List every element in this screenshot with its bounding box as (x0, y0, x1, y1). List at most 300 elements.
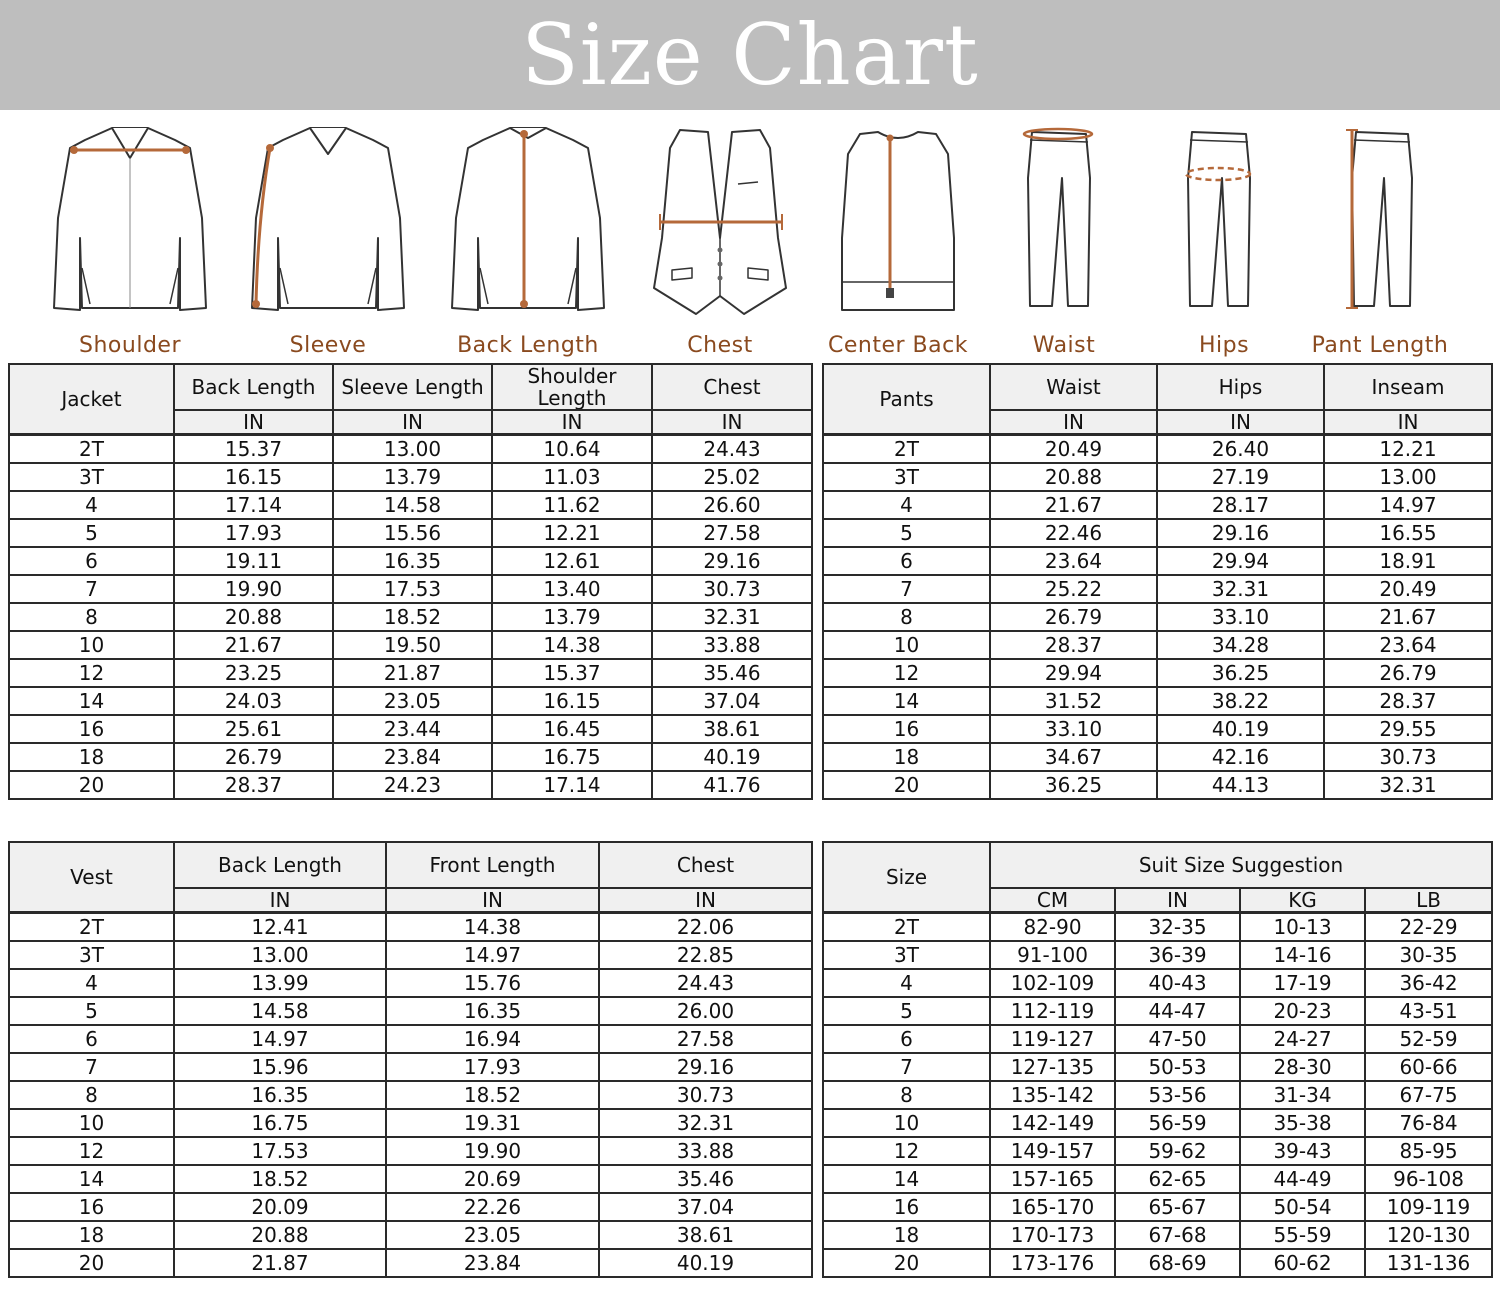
suggestion-unit-lb: LB (1365, 888, 1492, 913)
value-cell: 53-56 (1115, 1081, 1240, 1109)
value-cell: 170-173 (990, 1221, 1115, 1249)
value-cell: 34.67 (990, 743, 1157, 771)
value-cell: 14.58 (174, 997, 386, 1025)
value-cell: 32.31 (1324, 771, 1492, 799)
value-cell: 165-170 (990, 1193, 1115, 1221)
table-row (823, 547, 1492, 575)
value-cell: 32.31 (652, 603, 812, 631)
value-cell: 14.58 (333, 491, 492, 519)
value-cell: 21.67 (174, 631, 333, 659)
value-cell: 12.61 (492, 547, 652, 575)
value-cell: 16.35 (174, 1081, 386, 1109)
value-cell: 15.37 (492, 659, 652, 687)
value-cell: 25.61 (174, 715, 333, 743)
value-cell: 17.53 (174, 1137, 386, 1165)
table-row (9, 941, 812, 969)
value-cell: 13.99 (174, 969, 386, 997)
value-cell: 20.88 (174, 603, 333, 631)
value-cell: 18.52 (174, 1165, 386, 1193)
table-row (823, 997, 1492, 1025)
size-cell: 8 (823, 603, 990, 631)
value-cell: 28.37 (174, 771, 333, 799)
value-cell: 38.61 (652, 715, 812, 743)
value-cell: 25.22 (990, 575, 1157, 603)
value-cell: 17.93 (174, 519, 333, 547)
value-cell: 26.79 (1324, 659, 1492, 687)
value-cell: 20.88 (990, 463, 1157, 491)
size-cell: 4 (823, 491, 990, 519)
size-cell: 8 (823, 1081, 990, 1109)
value-cell: 91-100 (990, 941, 1115, 969)
value-cell: 12.21 (1324, 435, 1492, 464)
value-cell: 16.35 (333, 547, 492, 575)
value-cell: 11.03 (492, 463, 652, 491)
table-row (9, 1249, 812, 1277)
value-cell: 17-19 (1240, 969, 1365, 997)
jacket-header-chest: Chest (652, 364, 812, 410)
value-cell: 17.14 (492, 771, 652, 799)
size-cell: 14 (9, 687, 174, 715)
size-cell: 7 (823, 1053, 990, 1081)
vest-table (8, 841, 813, 1278)
value-cell: 32.31 (1157, 575, 1324, 603)
value-cell: 10-13 (1240, 913, 1365, 942)
table-row (823, 1165, 1492, 1193)
size-cell: 4 (9, 969, 174, 997)
value-cell: 28.37 (990, 631, 1157, 659)
value-cell: 22-29 (1365, 913, 1492, 942)
value-cell: 27.19 (1157, 463, 1324, 491)
jacket-unit: IN (492, 410, 652, 435)
value-cell: 47-50 (1115, 1025, 1240, 1053)
value-cell: 19.31 (386, 1109, 599, 1137)
pants-unit: IN (1157, 410, 1324, 435)
value-cell: 13.79 (492, 603, 652, 631)
size-cell: 16 (823, 715, 990, 743)
jacket-unit: IN (652, 410, 812, 435)
value-cell: 19.50 (333, 631, 492, 659)
value-cell: 67-68 (1115, 1221, 1240, 1249)
table-row (823, 575, 1492, 603)
value-cell: 19.11 (174, 547, 333, 575)
table-row (9, 603, 812, 631)
size-cell: 12 (9, 1137, 174, 1165)
table-row (9, 1165, 812, 1193)
value-cell: 38.22 (1157, 687, 1324, 715)
size-cell: 2T (9, 913, 174, 942)
value-cell: 52-59 (1365, 1025, 1492, 1053)
value-cell: 15.76 (386, 969, 599, 997)
value-cell: 23.64 (990, 547, 1157, 575)
value-cell: 40-43 (1115, 969, 1240, 997)
value-cell: 21.67 (1324, 603, 1492, 631)
value-cell: 23.44 (333, 715, 492, 743)
value-cell: 24.43 (652, 435, 812, 464)
table-row (823, 603, 1492, 631)
jacket-table (8, 363, 813, 800)
value-cell: 96-108 (1365, 1165, 1492, 1193)
value-cell: 39-43 (1240, 1137, 1365, 1165)
suit-size-table (822, 841, 1493, 1278)
value-cell: 173-176 (990, 1249, 1115, 1277)
jacket-header-back-length: Back Length (174, 364, 333, 410)
table-row (9, 491, 812, 519)
value-cell: 67-75 (1365, 1081, 1492, 1109)
value-cell: 22.06 (599, 913, 812, 942)
pants-unit: IN (1324, 410, 1492, 435)
value-cell: 40.19 (599, 1249, 812, 1277)
figure-label-shoulder: Shoulder (79, 333, 181, 358)
value-cell: 35-38 (1240, 1109, 1365, 1137)
table-row (9, 1053, 812, 1081)
value-cell: 24.43 (599, 969, 812, 997)
figure-label-center-back: Center Back (828, 333, 968, 358)
value-cell: 44.13 (1157, 771, 1324, 799)
value-cell: 149-157 (990, 1137, 1115, 1165)
value-cell: 109-119 (1365, 1193, 1492, 1221)
jacket-unit: IN (333, 410, 492, 435)
table-row (9, 771, 812, 799)
table-row (823, 913, 1492, 942)
value-cell: 56-59 (1115, 1109, 1240, 1137)
value-cell: 18.52 (386, 1081, 599, 1109)
value-cell: 26.60 (652, 491, 812, 519)
size-cell: 10 (9, 631, 174, 659)
figure-label-pant-length: Pant Length (1311, 333, 1449, 358)
value-cell: 16.75 (174, 1109, 386, 1137)
size-cell: 12 (823, 659, 990, 687)
value-cell: 23.84 (333, 743, 492, 771)
size-cell: 14 (823, 687, 990, 715)
value-cell: 76-84 (1365, 1109, 1492, 1137)
value-cell: 65-67 (1115, 1193, 1240, 1221)
table-row (9, 743, 812, 771)
table-row (9, 1025, 812, 1053)
value-cell: 13.00 (1324, 463, 1492, 491)
jacket-back-length-icon (428, 118, 628, 323)
suggestion-unit-kg: KG (1240, 888, 1365, 913)
size-cell: 10 (9, 1109, 174, 1137)
value-cell: 26.40 (1157, 435, 1324, 464)
value-cell: 26.79 (990, 603, 1157, 631)
vest-unit: IN (386, 888, 599, 913)
value-cell: 40.19 (1157, 715, 1324, 743)
value-cell: 14.38 (492, 631, 652, 659)
value-cell: 13.40 (492, 575, 652, 603)
table-row (9, 997, 812, 1025)
size-cell: 6 (823, 1025, 990, 1053)
value-cell: 16.45 (492, 715, 652, 743)
size-cell: 3T (823, 463, 990, 491)
vest-unit: IN (599, 888, 812, 913)
size-cell: 2T (823, 435, 990, 464)
value-cell: 35.46 (599, 1165, 812, 1193)
value-cell: 23.05 (386, 1221, 599, 1249)
size-cell: 5 (823, 997, 990, 1025)
pants-header-waist: Waist (990, 364, 1157, 410)
size-cell: 7 (9, 1053, 174, 1081)
value-cell: 30-35 (1365, 941, 1492, 969)
vest-chest-icon (620, 118, 820, 323)
value-cell: 15.96 (174, 1053, 386, 1081)
value-cell: 29.16 (599, 1053, 812, 1081)
table-row (823, 659, 1492, 687)
value-cell: 42.16 (1157, 743, 1324, 771)
value-cell: 13.00 (174, 941, 386, 969)
value-cell: 30.73 (1324, 743, 1492, 771)
value-cell: 16.15 (492, 687, 652, 715)
value-cell: 16.94 (386, 1025, 599, 1053)
size-cell: 18 (823, 743, 990, 771)
table-row (9, 1193, 812, 1221)
value-cell: 37.04 (599, 1193, 812, 1221)
size-cell: 14 (9, 1165, 174, 1193)
jacket-shoulder-icon (30, 118, 230, 323)
value-cell: 29.16 (652, 547, 812, 575)
jacket-header-sleeve-length: Sleeve Length (333, 364, 492, 410)
size-cell: 18 (9, 1221, 174, 1249)
jacket-sleeve-icon (228, 118, 428, 323)
value-cell: 18.52 (333, 603, 492, 631)
size-cell: 16 (9, 1193, 174, 1221)
table-row (9, 913, 812, 942)
table-row (823, 687, 1492, 715)
value-cell: 13.79 (333, 463, 492, 491)
pants-header-inseam: Inseam (1324, 364, 1492, 410)
value-cell: 21.67 (990, 491, 1157, 519)
value-cell: 41.76 (652, 771, 812, 799)
value-cell: 28.17 (1157, 491, 1324, 519)
page-title: Size Chart (521, 6, 979, 104)
size-cell: 7 (9, 575, 174, 603)
value-cell: 14.97 (386, 941, 599, 969)
value-cell: 60-66 (1365, 1053, 1492, 1081)
table-row (9, 715, 812, 743)
pants-table (822, 363, 1493, 800)
size-cell: 20 (823, 1249, 990, 1277)
size-cell: 20 (9, 1249, 174, 1277)
value-cell: 44-47 (1115, 997, 1240, 1025)
title-band (0, 0, 1500, 110)
size-cell: 12 (823, 1137, 990, 1165)
figure-back-length (428, 118, 628, 360)
value-cell: 55-59 (1240, 1221, 1365, 1249)
table-row (823, 969, 1492, 997)
table-row (9, 1221, 812, 1249)
pants-length-icon (1280, 118, 1480, 323)
table-row (823, 715, 1492, 743)
suggestion-unit-cm: CM (990, 888, 1115, 913)
value-cell: 31.52 (990, 687, 1157, 715)
value-cell: 85-95 (1365, 1137, 1492, 1165)
value-cell: 14.97 (174, 1025, 386, 1053)
value-cell: 119-127 (990, 1025, 1115, 1053)
figure-label-back-length: Back Length (457, 333, 599, 358)
value-cell: 127-135 (990, 1053, 1115, 1081)
table-row (823, 941, 1492, 969)
value-cell: 18.91 (1324, 547, 1492, 575)
table-row (9, 659, 812, 687)
size-cell: 5 (9, 519, 174, 547)
table-row (823, 491, 1492, 519)
table-row (9, 1109, 812, 1137)
table-row (823, 771, 1492, 799)
value-cell: 20-23 (1240, 997, 1365, 1025)
size-cell: 20 (823, 771, 990, 799)
size-cell: 5 (823, 519, 990, 547)
size-cell: 4 (9, 491, 174, 519)
value-cell: 68-69 (1115, 1249, 1240, 1277)
size-cell: 18 (823, 1221, 990, 1249)
table-row (9, 687, 812, 715)
value-cell: 30.73 (652, 575, 812, 603)
table-row (9, 575, 812, 603)
value-cell: 29.94 (990, 659, 1157, 687)
size-cell: 16 (9, 715, 174, 743)
value-cell: 20.49 (1324, 575, 1492, 603)
value-cell: 22.85 (599, 941, 812, 969)
value-cell: 16.55 (1324, 519, 1492, 547)
value-cell: 15.37 (174, 435, 333, 464)
value-cell: 15.56 (333, 519, 492, 547)
value-cell: 12.21 (492, 519, 652, 547)
value-cell: 23.84 (386, 1249, 599, 1277)
value-cell: 142-149 (990, 1109, 1115, 1137)
value-cell: 14-16 (1240, 941, 1365, 969)
value-cell: 34.28 (1157, 631, 1324, 659)
size-cell: 3T (9, 463, 174, 491)
value-cell: 27.58 (599, 1025, 812, 1053)
value-cell: 26.00 (599, 997, 812, 1025)
size-cell: 7 (823, 575, 990, 603)
value-cell: 20.09 (174, 1193, 386, 1221)
size-cell: 2T (823, 913, 990, 942)
value-cell: 36-39 (1115, 941, 1240, 969)
figure-label-sleeve: Sleeve (289, 333, 367, 358)
table-row (823, 435, 1492, 464)
value-cell: 16.75 (492, 743, 652, 771)
value-cell: 24-27 (1240, 1025, 1365, 1053)
size-cell: 10 (823, 631, 990, 659)
vest-header-chest: Chest (599, 842, 812, 888)
value-cell: 44-49 (1240, 1165, 1365, 1193)
value-cell: 16.35 (386, 997, 599, 1025)
size-cell: 6 (9, 547, 174, 575)
value-cell: 112-119 (990, 997, 1115, 1025)
value-cell: 135-142 (990, 1081, 1115, 1109)
value-cell: 50-53 (1115, 1053, 1240, 1081)
value-cell: 17.93 (386, 1053, 599, 1081)
table-row (9, 547, 812, 575)
value-cell: 25.02 (652, 463, 812, 491)
figure-label-hips: Hips (1198, 333, 1250, 358)
table-row (823, 1109, 1492, 1137)
size-cell: 12 (9, 659, 174, 687)
value-cell: 31-34 (1240, 1081, 1365, 1109)
value-cell: 29.94 (1157, 547, 1324, 575)
value-cell: 62-65 (1115, 1165, 1240, 1193)
value-cell: 33.88 (599, 1137, 812, 1165)
size-cell: 14 (823, 1165, 990, 1193)
value-cell: 32.31 (599, 1109, 812, 1137)
value-cell: 40.19 (652, 743, 812, 771)
value-cell: 36-42 (1365, 969, 1492, 997)
table-row (823, 1137, 1492, 1165)
figure-shoulder (30, 118, 230, 360)
value-cell: 14.97 (1324, 491, 1492, 519)
value-cell: 26.79 (174, 743, 333, 771)
value-cell: 12.41 (174, 913, 386, 942)
jacket-header-shoulder-length: Shoulder Length (492, 364, 652, 410)
pants-header-hips: Hips (1157, 364, 1324, 410)
value-cell: 102-109 (990, 969, 1115, 997)
size-cell: 18 (9, 743, 174, 771)
table-row (9, 463, 812, 491)
value-cell: 10.64 (492, 435, 652, 464)
value-cell: 19.90 (174, 575, 333, 603)
value-cell: 11.62 (492, 491, 652, 519)
value-cell: 32-35 (1115, 913, 1240, 942)
table-row (823, 743, 1492, 771)
table-row (823, 463, 1492, 491)
value-cell: 17.53 (333, 575, 492, 603)
table-row (823, 519, 1492, 547)
value-cell: 22.46 (990, 519, 1157, 547)
table-row (9, 631, 812, 659)
size-cell: 10 (823, 1109, 990, 1137)
value-cell: 23.05 (333, 687, 492, 715)
value-cell: 19.90 (386, 1137, 599, 1165)
value-cell: 22.26 (386, 1193, 599, 1221)
table-row (9, 1081, 812, 1109)
jacket-corner: Jacket (9, 364, 174, 435)
size-cell: 3T (823, 941, 990, 969)
value-cell: 33.10 (990, 715, 1157, 743)
suggestion-unit-in: IN (1115, 888, 1240, 913)
value-cell: 20.49 (990, 435, 1157, 464)
value-cell: 23.64 (1324, 631, 1492, 659)
suggestion-header: Suit Size Suggestion (990, 842, 1492, 888)
size-cell: 3T (9, 941, 174, 969)
size-cell: 16 (823, 1193, 990, 1221)
value-cell: 50-54 (1240, 1193, 1365, 1221)
size-cell: 2T (9, 435, 174, 464)
value-cell: 157-165 (990, 1165, 1115, 1193)
value-cell: 24.23 (333, 771, 492, 799)
table-row (823, 1249, 1492, 1277)
value-cell: 36.25 (1157, 659, 1324, 687)
value-cell: 82-90 (990, 913, 1115, 942)
table-row (9, 969, 812, 997)
value-cell: 35.46 (652, 659, 812, 687)
value-cell: 20.88 (174, 1221, 386, 1249)
size-cell: 20 (9, 771, 174, 799)
value-cell: 33.88 (652, 631, 812, 659)
value-cell: 21.87 (174, 1249, 386, 1277)
figure-label-chest: Chest (687, 333, 753, 358)
value-cell: 59-62 (1115, 1137, 1240, 1165)
value-cell: 43-51 (1365, 997, 1492, 1025)
value-cell: 21.87 (333, 659, 492, 687)
value-cell: 20.69 (386, 1165, 599, 1193)
value-cell: 37.04 (652, 687, 812, 715)
size-cell: 6 (9, 1025, 174, 1053)
value-cell: 16.15 (174, 463, 333, 491)
table-row (9, 1137, 812, 1165)
size-cell: 8 (9, 603, 174, 631)
size-cell: 8 (9, 1081, 174, 1109)
table-row (823, 1053, 1492, 1081)
